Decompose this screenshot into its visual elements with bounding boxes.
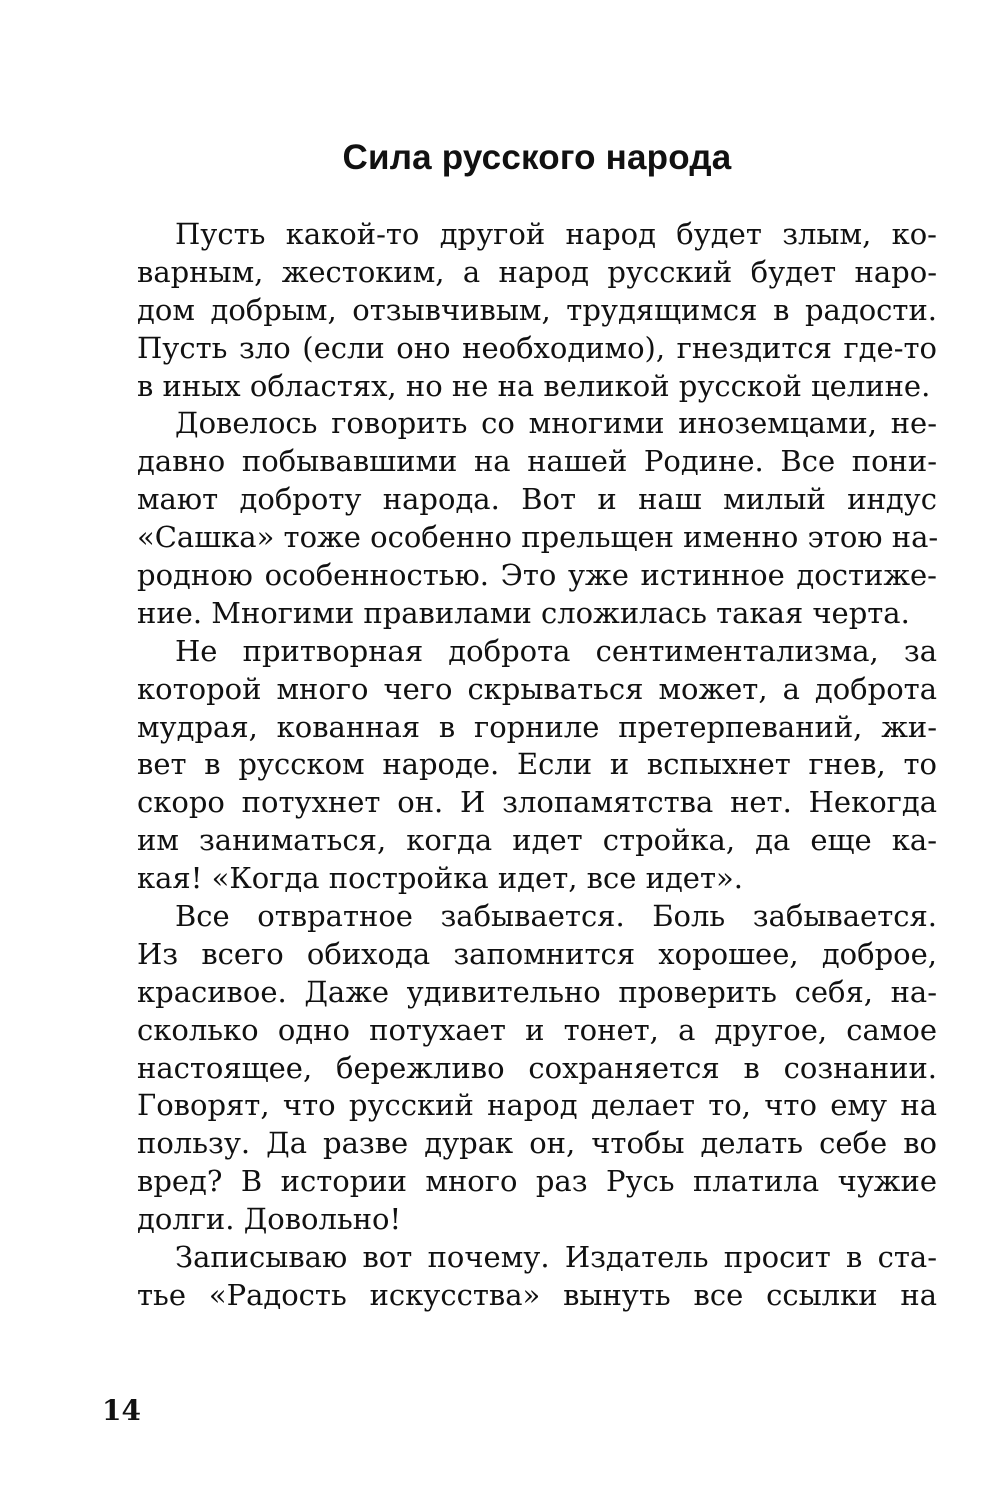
text-line: вред? В истории много раз Русь платила чужие: [137, 1164, 937, 1199]
text-line: Довелось говорить со многими иноземцами, не-: [175, 406, 937, 441]
text-line: красивое. Даже удивительно проверить себя, на-: [137, 974, 937, 1009]
text-line: давно побывавшими на нашей Родине. Все пони-: [137, 444, 937, 479]
text-line: Пусть зло (если оно необходимо), гнездится где-то: [137, 330, 937, 365]
body-text: [137, 216, 937, 1315]
text-line: мают доброту народа. Вот и наш милый индус: [137, 482, 937, 517]
paragraph: [137, 405, 937, 632]
text-line: дом добрым, отзывчивым, трудящимся в радости.: [137, 292, 937, 327]
text-line: долги. Довольно!: [137, 1202, 402, 1237]
page-title: Сила русского народа: [342, 138, 732, 177]
text-line: Из всего обихода запомнится хорошее, доброе,: [137, 936, 937, 971]
text-line: Записываю вот почему. Издатель просит в ста-: [175, 1240, 937, 1275]
text-line: Пусть какой-то другой народ будет злым, ко-: [175, 217, 937, 251]
paragraph: [137, 216, 937, 405]
text-line: настоящее, бережливо сохраняется в сознании.: [137, 1050, 937, 1085]
text-line: «Сашка» тоже особенно прельщен именно этою на-: [137, 520, 939, 555]
text-line: Не притворная доброта сентиментализма, за: [175, 633, 937, 668]
text-line: кая! «Когда постройка идет, все идет».: [137, 861, 743, 896]
text-line: им заниматься, когда идет стройка, да еще ка-: [137, 823, 937, 858]
text-line: вет в русском народе. Если и вспыхнет гнев, то: [137, 747, 937, 782]
text-line: родною особенностью. Это уже истинное достиже-: [137, 558, 937, 593]
text-line: ние. Многими правилами сложилась такая черта.: [137, 595, 910, 630]
text-line: мудрая, кованная в горниле претерпеваний, жи-: [137, 709, 937, 744]
text-line: пользу. Да разве дурак он, чтобы делать себе во: [137, 1126, 937, 1161]
page-number: 14: [102, 1394, 141, 1427]
text-line: скоро потухнет он. И злопамятства нет. Некогда: [137, 785, 937, 820]
paragraph: [137, 898, 937, 1239]
text-line: в иных областях, но не на великой русской целине.: [137, 368, 931, 403]
text-line: сколько одно потухает и тонет, а другое, самое: [137, 1012, 937, 1047]
text-line: Говорят, что русский народ делает то, что ему на: [137, 1088, 937, 1123]
paragraph: [137, 1239, 937, 1315]
text-line: варным, жестоким, а народ русский будет наро-: [137, 254, 937, 289]
text-line: которой много чего скрываться может, а доброта: [137, 671, 937, 706]
paragraph: [137, 633, 937, 898]
text-line: Все отвратное забывается. Боль забывается.: [175, 899, 937, 934]
text-line: тье «Радость искусства» вынуть все ссылки на: [137, 1277, 937, 1312]
